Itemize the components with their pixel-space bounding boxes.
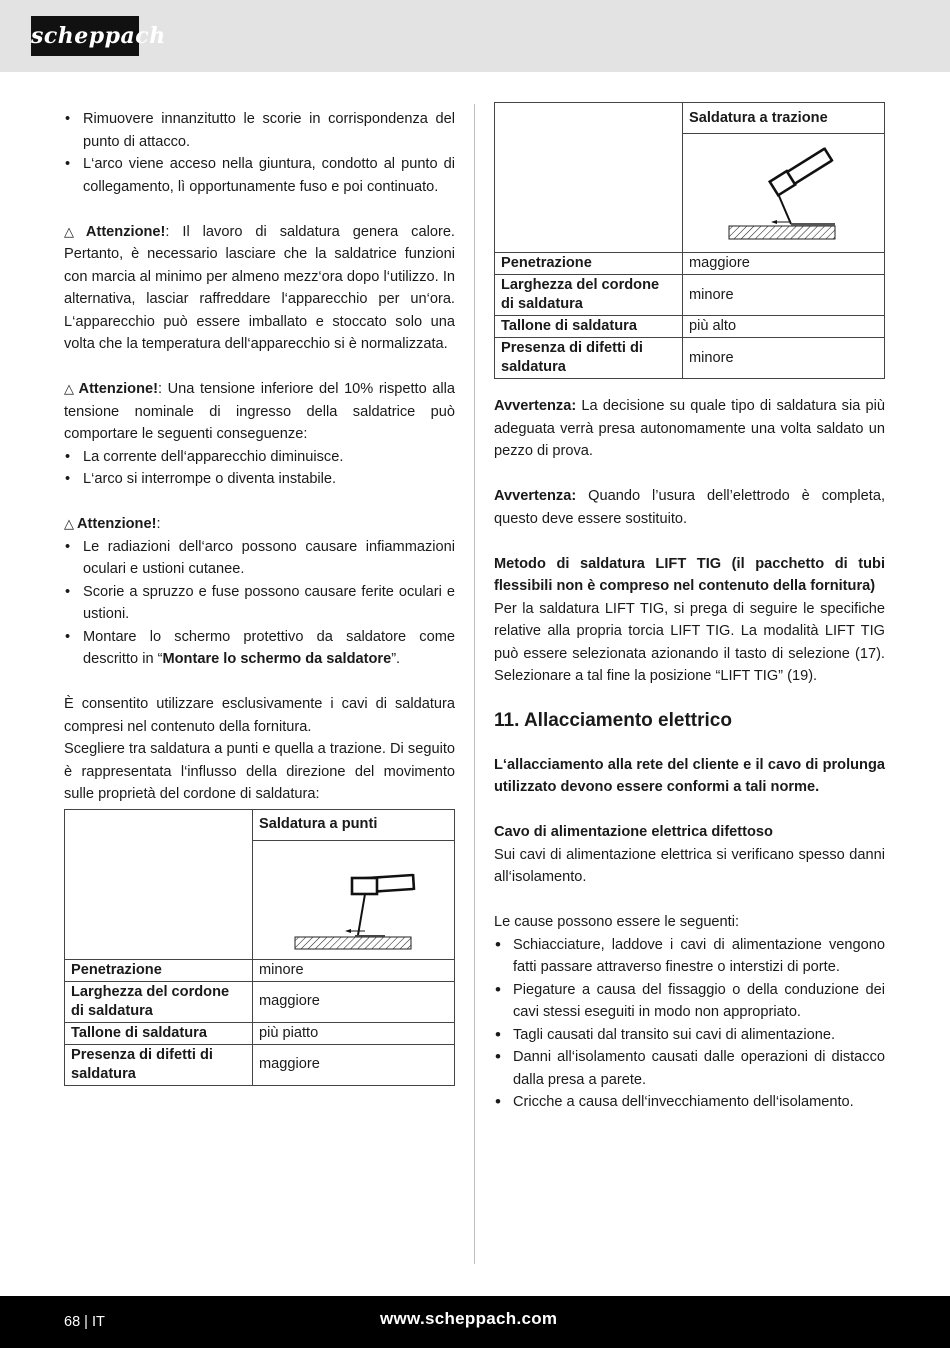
right-column (494, 102, 885, 1114)
warning-triangle-icon: △ (64, 516, 74, 531)
spot-welding-illustration (253, 840, 455, 959)
page-number: 68 | IT (64, 1314, 105, 1330)
list-item: • Cricche a causa dell‘invecchiamento dell‘isolamento. (494, 1091, 885, 1114)
lift-tig-title: Metodo di saldatura LIFT TIG (il pacchetto di tubi flessibili non è compreso nel contenuto della fornitura) (494, 555, 885, 594)
list-item: • Danni all‘isolamento causati dalle operazioni di distacco dalla presa a parete. (494, 1046, 885, 1091)
cable-title: Cavo di alimentazione elettrica difettoso (494, 824, 773, 840)
left-column (64, 108, 455, 1086)
table-header: Saldatura a trazione (683, 103, 885, 134)
warning-radiation: △ Attenzione!: (64, 516, 161, 532)
page-header (0, 0, 950, 72)
table-row: Penetrazione minore (65, 959, 455, 981)
list-item: • Piegature a causa del fissaggio o della conduzione dei cavi stessi eseguiti in modo non appropriato. (494, 979, 885, 1024)
bullet-list-voltage (64, 446, 455, 491)
table-row: Tallone di saldatura più piatto (65, 1022, 455, 1044)
table-row: Presenza di difetti di saldatura maggiore (65, 1044, 455, 1085)
table-empty-cell (65, 809, 253, 959)
list-item: • Schiacciature, laddove i cavi di alimentazione vengono fatti passare attraverso finestre o interstizi di porte. (494, 934, 885, 979)
list-item: • Montare lo schermo protettivo da saldatore come descritto in “Montare lo schermo da saldatore”. (64, 626, 455, 671)
table-row: Presenza di difetti di saldatura minore (495, 338, 885, 379)
bullet-list-slag (64, 108, 455, 198)
list-item: • L‘arco viene acceso nella giuntura, condotto al punto di collegamento, lì opportunamente fuso e poi continuato. (64, 153, 455, 198)
website-link[interactable]: www.scheppach.com (380, 1309, 558, 1328)
table-row: Penetrazione maggiore (495, 253, 885, 275)
paragraph-choose-method: Scegliere tra saldatura a punti e quella a trazione. Di seguito è rappresentata l‘influsso della direzione del movimento sulle proprietà del cordone di saldatura: (64, 741, 455, 802)
list-item: • Scorie a spruzzo e fuse possono causare ferite oculari e ustioni. (64, 581, 455, 626)
scheppach-logo: scheppach (31, 16, 139, 56)
drag-welding-illustration (683, 134, 885, 253)
table-empty-cell (495, 103, 683, 253)
table-spot-welding (64, 809, 455, 1086)
lift-tig-text: Per la saldatura LIFT TIG, si prega di seguire le specifiche relative alla propria torcia LIFT TIG. La modalità LIFT TIG può essere selezionata azionando il tasto di selezione (17). Selezionare a tal fine la posizione “LIFT TIG” (19). (494, 600, 885, 684)
list-item: • La corrente dell‘apparecchio diminuisce. (64, 446, 455, 469)
causes-list (494, 934, 885, 1114)
table-drag-welding (494, 102, 885, 379)
bullet-list-radiation (64, 536, 455, 671)
table-row: Larghezza del cordone di saldatura minore (495, 275, 885, 316)
warning-triangle-icon: △ (64, 381, 76, 396)
cable-text: Sui cavi di alimentazione elettrica si verificano spesso danni all‘isolamento. (494, 846, 885, 885)
warning-triangle-icon: △ (64, 223, 83, 239)
table-header: Saldatura a punti (253, 809, 455, 840)
paragraph-cables: È consentito utilizzare esclusivamente i cavi di saldatura compresi nel contenuto della fornitura. (64, 696, 455, 735)
causes-intro: Le cause possono essere le seguenti: (494, 914, 740, 930)
table-row: Larghezza del cordone di saldatura maggiore (65, 981, 455, 1022)
section-lead: L‘allacciamento alla rete del cliente e il cavo di prolunga utilizzato devono essere conformi a tali norme. (494, 756, 885, 795)
note-electrode: Avvertenza: Quando l’usura dell’elettrodo è completa, questo deve essere sostituito. (494, 488, 885, 527)
list-item: • Le radiazioni dell‘arco possono causare infiammazioni oculari e ustioni cutanee. (64, 536, 455, 581)
warning-heat: △ Attenzione!: Il lavoro di saldatura genera calore. Pertanto, è necessario lasciare che la saldatrice funzioni con marcia al minimo per almeno mezz‘ora dopo l‘utilizzo. In alternativa, lasciar raffreddare l‘apparecchio per un‘ora. L‘apparecchio può essere imballato e stoccato solo una volta che la temperatura dell‘apparecchio si è normalizzata. (64, 223, 455, 352)
table-row: Tallone di saldatura più alto (495, 316, 885, 338)
section-title: 11. Allacciamento elettrico (494, 709, 732, 731)
column-divider (474, 104, 475, 1264)
page-footer (0, 1296, 950, 1348)
list-item: • Rimuovere innanzitutto le scorie in corrispondenza del punto di attacco. (64, 108, 455, 153)
warning-voltage: △ Attenzione!: Una tensione inferiore del 10% rispetto alla tensione nominale di ingresso della saldatrice può comportare le seguenti conseguenze: (64, 381, 456, 442)
note-decision: Avvertenza: La decisione su quale tipo di saldatura sia più adeguata verrà presa autonomamente una volta saldato un pezzo di prova. (494, 398, 885, 459)
list-item: • L‘arco si interrompe o diventa instabile. (64, 468, 455, 491)
list-item: • Tagli causati dal transito sui cavi di alimentazione. (494, 1024, 885, 1047)
